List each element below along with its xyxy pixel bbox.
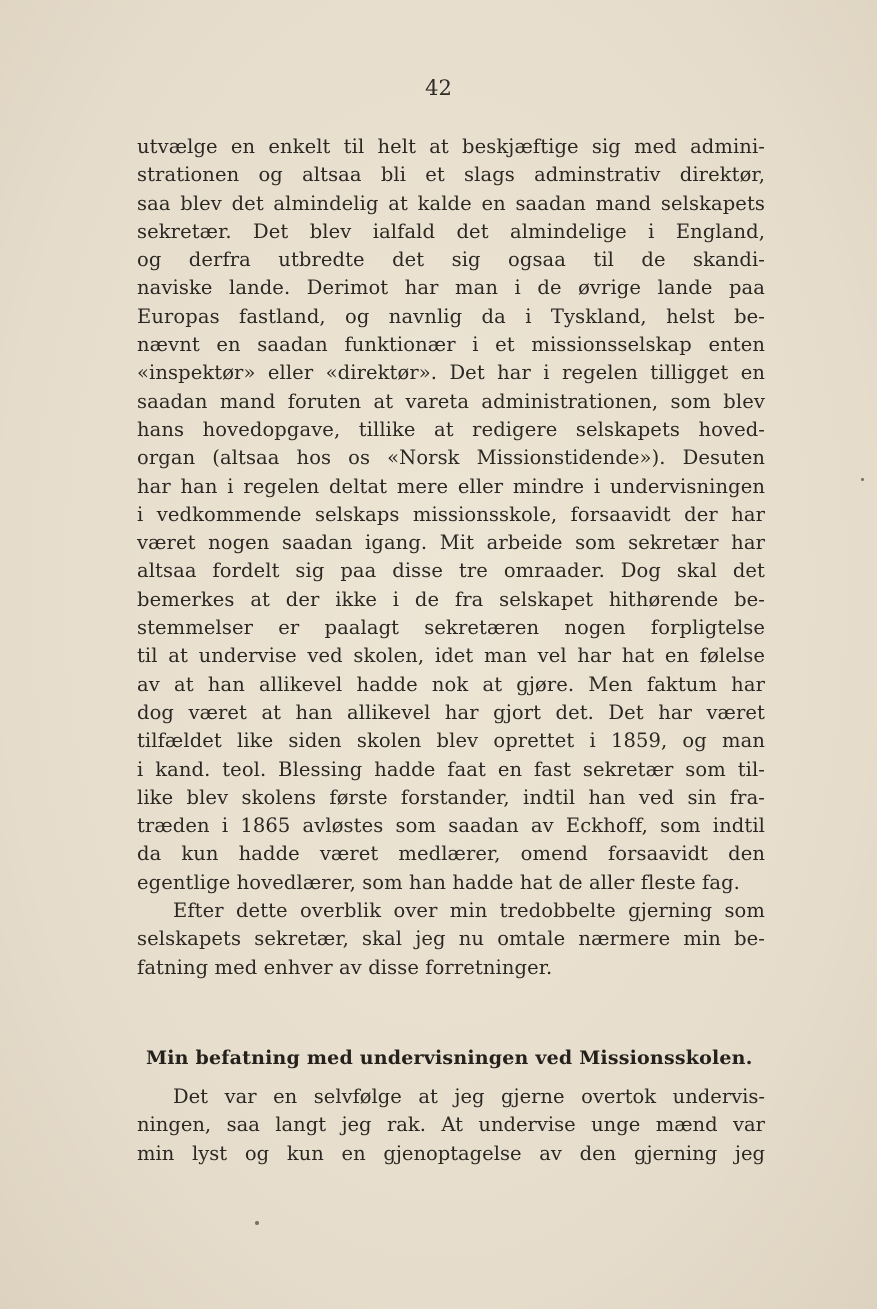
text-line: og derfra utbredte det sig ogsaa til de skandi- (137, 248, 765, 272)
text-line: fatning med enhver av disse forretninger. (137, 955, 553, 979)
text-line: saadan mand foruten at vareta administrationen, som blev (137, 389, 765, 413)
paper-speck (255, 1221, 259, 1225)
text-line: Det var en selvfølge at jeg gjerne overtok undervis- (173, 1085, 765, 1108)
text-line: bemerkes at der ikke i de fra selskapet hithørende be- (137, 587, 765, 611)
text-line: til at undervise ved skolen, idet man vel har hat en følelse (137, 644, 765, 668)
text-line: i vedkommende selskaps missionsskole, forsaavidt der har (137, 502, 765, 526)
text-line: været nogen saadan igang. Mit arbeide som sekretær har (137, 531, 765, 555)
text-line: saa blev det almindelig at kalde en saadan mand selskapets (137, 191, 765, 215)
text-line: like blev skolens første forstander, indtil han ved sin fra- (137, 785, 765, 809)
section-heading: Min befatning med undervisningen ved Missionsskolen. (146, 1047, 753, 1069)
text-line: naviske lande. Derimot har man i de øvrige lande paa (137, 276, 765, 300)
text-line: utvælge en enkelt til helt at beskjæftige sig med admini- (137, 135, 765, 158)
text-line: da kun hadde været medlærer, omend forsaavidt den (137, 842, 765, 866)
text-line: nævnt en saadan funktionær i et missionsselskap enten (137, 333, 765, 357)
text-line: ningen, saa langt jeg rak. At undervise unge mænd var (137, 1113, 765, 1137)
paragraph-1 (137, 133, 765, 897)
text-line: i kand. teol. Blessing hadde faat en fast sekretær som til- (137, 757, 765, 781)
paper-speck (861, 478, 864, 481)
text-line: hans hovedopgave, tillike at redigere selskapets hoved- (137, 417, 765, 441)
text-line: sekretær. Det blev ialfald det almindelige i England, (137, 219, 765, 243)
text-line: Europas fastland, og navnlig da i Tyskland, helst be- (137, 304, 765, 328)
text-line: «inspektør» eller «direktør». Det har i regelen tilligget en (137, 361, 765, 385)
page-number: 42 (425, 76, 452, 100)
text-line: træden i 1865 avløstes som saadan av Eckhoff, som indtil (137, 814, 765, 838)
text-line: av at han allikevel hadde nok at gjøre. Men faktum har (137, 672, 765, 696)
text-line: har han i regelen deltat mere eller mindre i undervisningen (137, 474, 765, 498)
text-line: dog været at han allikevel har gjort det. Det har været (137, 700, 765, 724)
text-line: selskapets sekretær, skal jeg nu omtale nærmere min be- (137, 927, 765, 951)
text-line: strationen og altsaa bli et slags adminstrativ direktør, (137, 163, 765, 187)
text-line: min lyst og kun en gjenoptagelse av den gjerning jeg (137, 1141, 765, 1165)
text-line: stemmelser er paalagt sekretæren nogen forpligtelse (137, 616, 765, 640)
text-line: Efter dette overblik over min tredobbelte gjerning som (173, 899, 765, 923)
text-line: organ (altsaa hos os «Norsk Missionstidende»). Desuten (137, 446, 765, 470)
body-text (137, 133, 765, 982)
paragraph-3 (137, 1083, 765, 1168)
paragraph-2 (137, 897, 765, 982)
text-line: egentlige hovedlærer, som han hadde hat de aller fleste fag. (137, 870, 740, 894)
text-line: tilfældet like siden skolen blev oprettet i 1859, og man (137, 729, 765, 753)
text-line: altsaa fordelt sig paa disse tre omraader. Dog skal det (137, 559, 765, 583)
